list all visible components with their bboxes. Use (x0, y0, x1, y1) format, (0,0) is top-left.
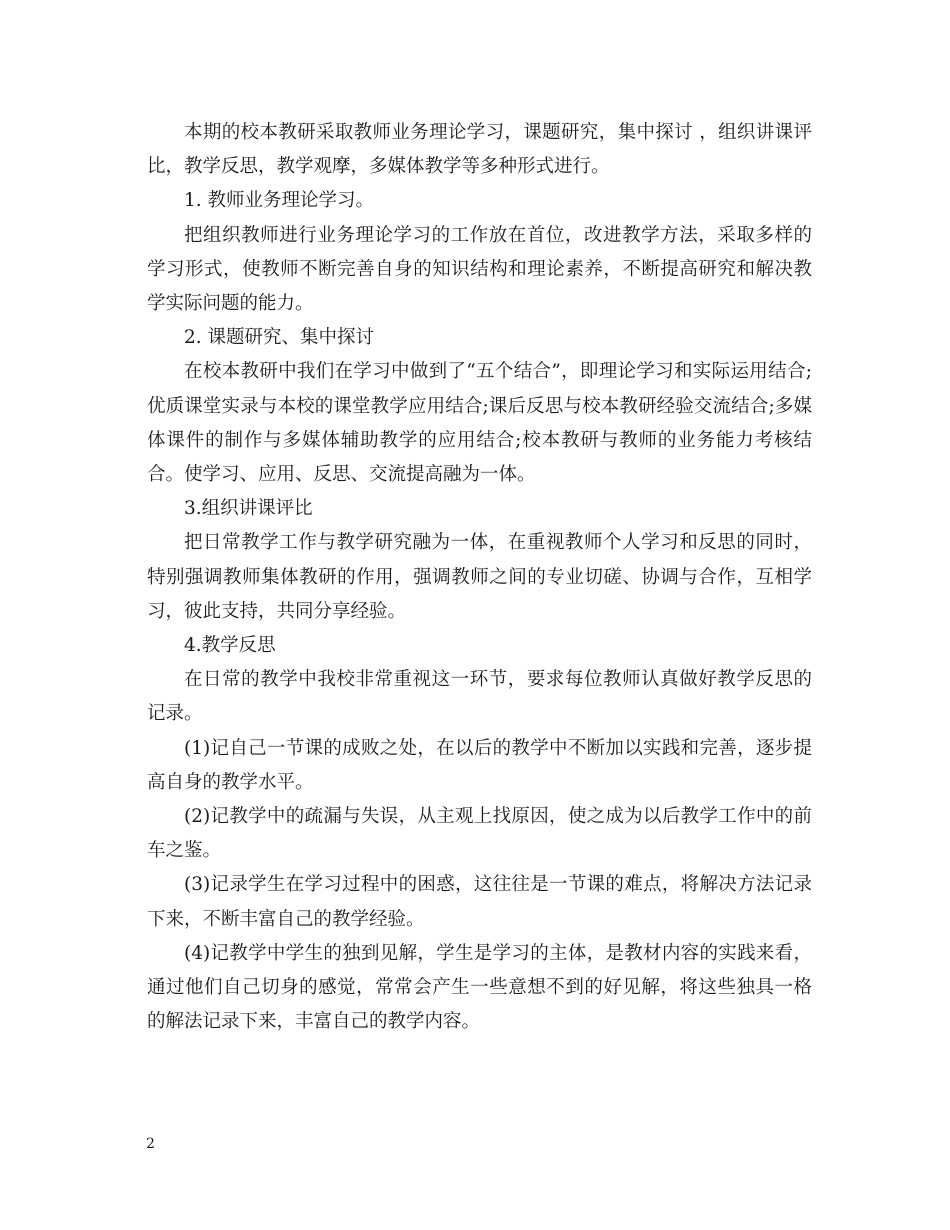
paragraph-lecture-evaluation: 把日常教学工作与教学研究融为一体，在重视教师个人学习和反思的同时，特别强调教师集体教研的作用，强调教师之间的专业切磋、协调与合作，互相学习，彼此支持，共同分享经验。 (147, 532, 812, 622)
heading-topic-research: 2. 课题研究、集中探讨 (184, 327, 375, 349)
document-body (147, 116, 812, 1039)
list-item-reflection-4: (4)记教学中学生的独到见解，学生是学习的主体，是教材内容的实践来看，通过他们自己切身的感觉，常常会产生一些意想不到的好见解，将这些独具一格的解法记录下来，丰富自己的教学内容。 (147, 942, 812, 1033)
paragraph-theory-study: 把组织教师进行业务理论学习的工作放在首位，改进教学方法，采取多样的学习形式，使教师不断完善自身的知识结构和理论素养，不断提高研究和解决教学实际问题的能力。 (147, 224, 812, 315)
heading-teaching-reflection: 4.教学反思 (184, 635, 276, 657)
paragraph-topic-research: 在校本教研中我们在学习中做到了“五个结合”，即理论学习和实际运用结合;优质课堂实录与本校的课堂教学应用结合;课后反思与校本教研经验交流结合;多媒体课件的制作与多媒体辅助教学的应用结合;校本教研与教师的业务能力考核结合。使学习、应用、反思、交流提高融为一体。 (147, 361, 812, 486)
list-item-reflection-2: (2)记教学中的疏漏与失误，从主观上找原因，使之成为以后教学工作中的前车之鉴。 (147, 806, 812, 862)
paragraph-intro: 本期的校本教研采取教师业务理论学习，课题研究，集中探讨 ，组织讲课评比，教学反思，教学观摩，多媒体教学等多种形式进行。 (147, 122, 812, 178)
page-number: 2 (146, 1136, 155, 1152)
list-item-reflection-3: (3)记录学生在学习过程中的困惑，这往往是一节课的难点，将解决方法记录下来，不断丰富自己的教学经验。 (147, 874, 812, 930)
heading-theory-study: 1. 教师业务理论学习。 (184, 190, 375, 212)
heading-lecture-evaluation: 3.组织讲课评比 (184, 498, 313, 520)
paragraph-teaching-reflection: 在日常的教学中我校非常重视这一环节，要求每位教师认真做好教学反思的记录。 (147, 669, 812, 725)
list-item-reflection-1: (1)记自己一节课的成败之处，在以后的教学中不断加以实践和完善，逐步提高自身的教学水平。 (147, 737, 812, 793)
